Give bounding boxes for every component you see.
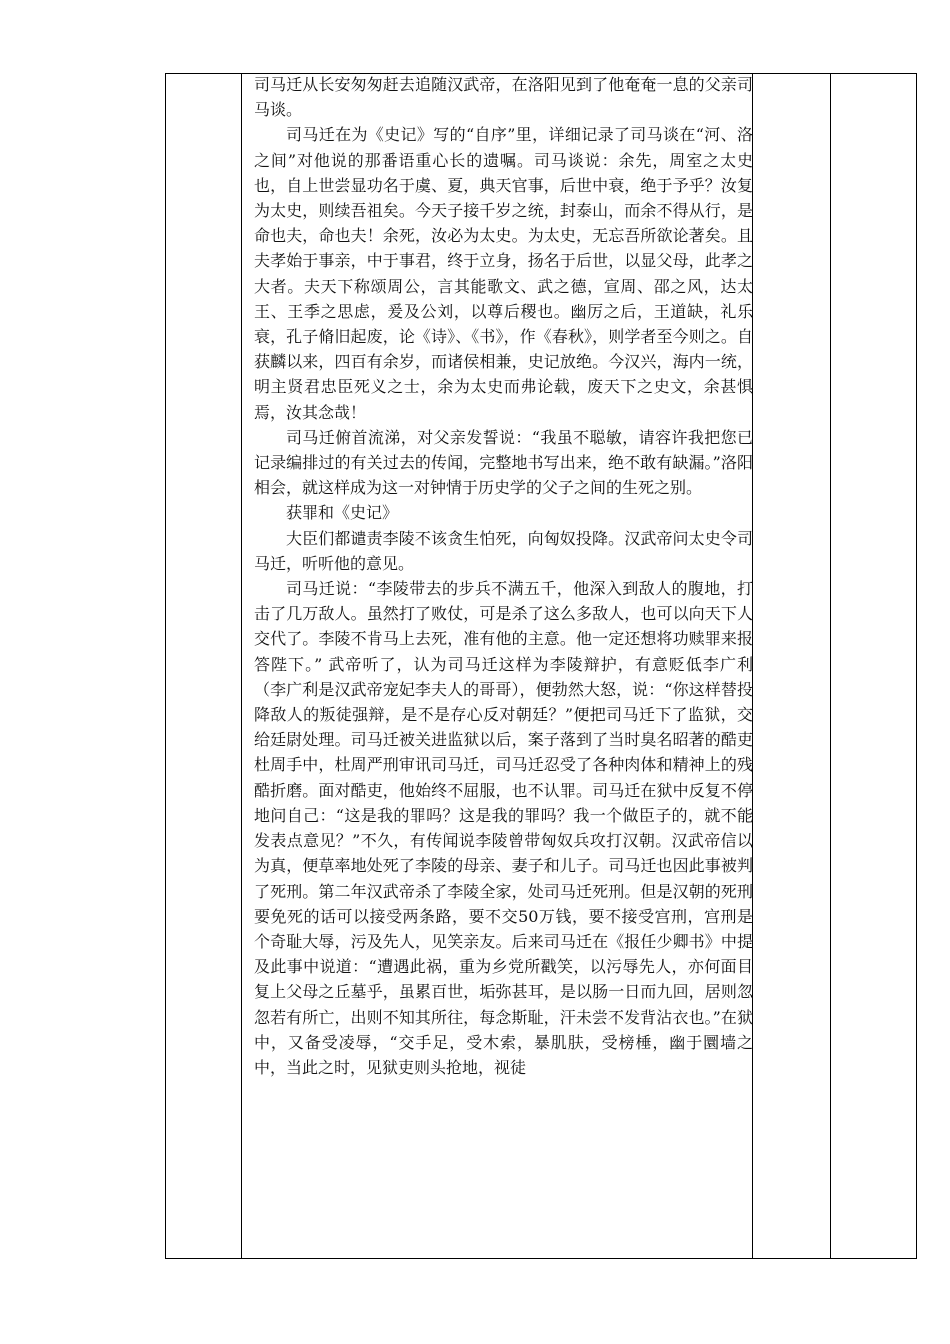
column-divider (830, 74, 831, 1258)
column-divider (241, 74, 242, 1258)
main-text-cell (248, 74, 759, 1258)
paragraph: 司马迁俯首流涕，对父亲发誓说：“我虽不聪敏，请容许我把您已记录编排过的有关过去的传闻，完整地书写出来，绝不敢有缺漏。”洛阳相会，就这样成为这一对钟情于历史学的父子之间的生死之别。 (254, 427, 753, 498)
paragraph: 大臣们都谴责李陵不该贪生怕死，向匈奴投降。汉武帝问太史令司马迁，听听他的意见。 (254, 528, 753, 573)
lesson-table (165, 73, 917, 1259)
section-heading: 获罪和《史记》 (286, 503, 399, 523)
paragraph: 司马迁从长安匆匆赶去追随汉武帝，在洛阳见到了他奄奄一息的父亲司马谈。 (254, 75, 753, 120)
paragraph: 司马迁在为《史记》写的“自序”里，详细记录了司马谈在“河、洛之间”对他说的那番语重心长的遗嘱。司马谈说：余先，周室之太史也，自上世尝显功名于虞、夏，典天官事，后世中衰，绝于予乎？汝复为太史，则续吾祖矣。今天子接千岁之统，封泰山，而余不得从行，是命也夫，命也夫！余死，汝必为太史。为太史，无忘吾所欲论著矣。且夫孝始于事亲，中于事君，终于立身，扬名于后世，以显父母，此孝之大者。夫天下称颂周公，言其能歌文、武之德，宣周、邵之风，达太王、王季之思虑，爰及公刘，以尊后稷也。幽厉之后，王道缺，礼乐衰，孔子脩旧起废，论《诗》、《书》，作《春秋》，则学者至今则之。自获麟以来，四百有余岁，而诸侯相兼，史记放绝。今汉兴，海内一统，明主贤君忠臣死义之士，余为太史而弗论载，废天下之史文，余甚惧焉，汝其念哉！ (254, 125, 753, 422)
paragraph: 司马迁说：“李陵带去的步兵不满五千，他深入到敌人的腹地，打击了几万敌人。虽然打了败仗，可是杀了这么多敌人，也可以向天下人交代了。李陵不肯马上去死，准有他的主意。他一定还想将功赎罪来报答陛下。” 武帝听了，认为司马迁这样为李陵辩护，有意贬低李广利（李广利是汉武帝宠妃李夫人的哥哥），便勃然大怒，说：“你这样替投降敌人的叛徒强辩，是不是存心反对朝廷？”便把司马迁下了监狱，交给廷尉处理。司马迁被关进监狱以后，案子落到了当时臭名昭著的酷吏杜周手中，杜周严刑审讯司马迁，司马迁忍受了各种肉体和精神上的残酷折磨。面对酷吏，他始终不屈服，也不认罪。司马迁在狱中反复不停地问自己：“这是我的罪吗？这是我的罪吗？我一个做臣子的，就不能发表点意见？”不久，有传闻说李陵曾带匈奴兵攻打汉朝。汉武帝信以为真，便草率地处死了李陵的母亲、妻子和儿子。司马迁也因此事被判了死刑。第二年汉武帝杀了李陵全家，处司马迁死刑。但是汉朝的死刑要免死的话可以接受两条路，要不交50万钱，要不接受宫刑，宫刑是个奇耻大辱，污及先人，见笑亲友。后来司马迁在《报任少卿书》中提及此事中说道：“遭遇此祸，重为乡党所戳笑，以污辱先人，亦何面目复上父母之丘墓乎，虽累百世，垢弥甚耳，是以肠一日而九回，居则忽忽若有所亡，出则不知其所往，每念斯耻，汗未尝不发背沾衣也。”在狱中，又备受凌辱，“交手足，受木索，暴肌肤，受榜棰，幽于圜墙之中，当此之时，见狱吏则头抢地，视徒 (254, 579, 753, 1077)
